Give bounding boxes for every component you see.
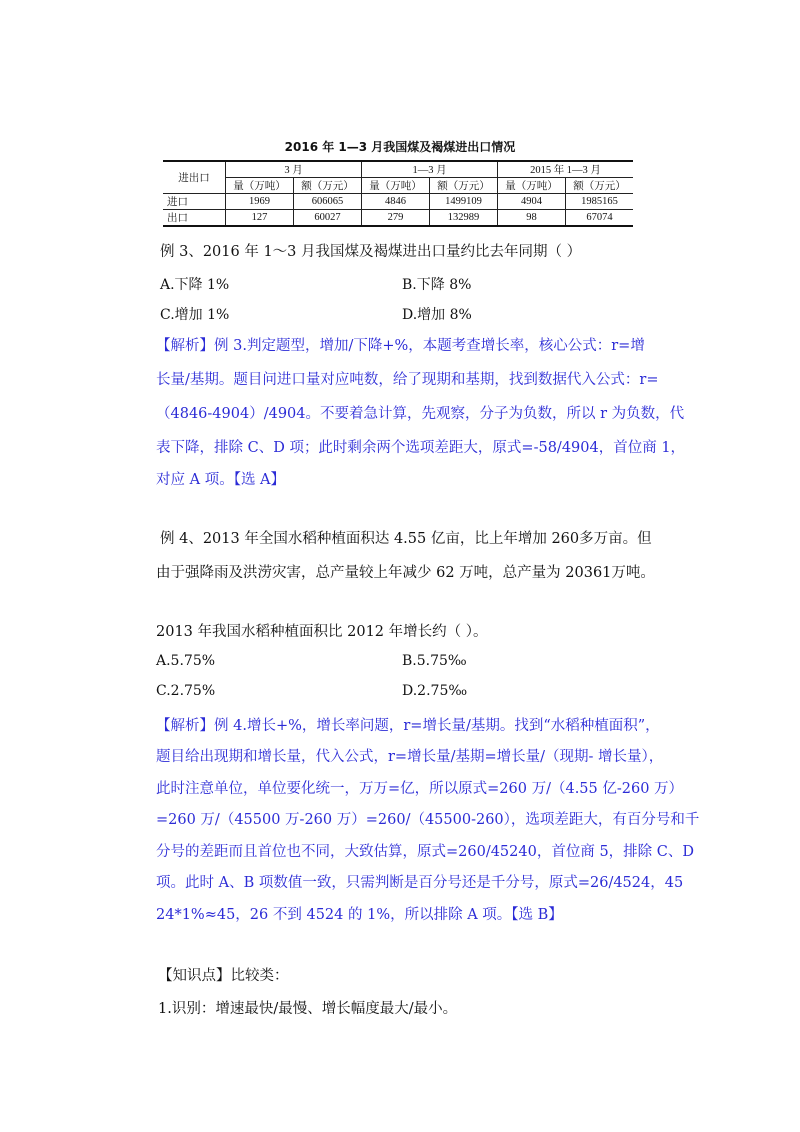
- q3-option-a: A.下降 1%: [160, 277, 230, 293]
- knowledge-item: 1.识别：增速最快/最慢、增长幅度最大/最小。: [158, 1001, 458, 1017]
- table-subheader-row: [163, 178, 633, 194]
- q4-analysis-line: 题目给出现期和增长量，代入公式，r=增长量/基期=增长量/（现期- 增长量），: [156, 749, 664, 765]
- subheader-cell: 量（万吨）: [362, 178, 430, 194]
- coal-import-export-table: [163, 160, 633, 227]
- table-cell: 1969: [226, 194, 294, 210]
- subheader-cell: 量（万吨）: [498, 178, 566, 194]
- q4-analysis-line: 【解析】例 4.增长+%，增长率问题，r=增长量/基期。找到“水稻种植面积”，: [156, 718, 660, 734]
- q4-option-b: B.5.75‰: [402, 653, 467, 669]
- q4-analysis-line: =260 万/（45500 万-260 万）=260/（45500-260），选项差距大，有百分号和千: [156, 812, 700, 828]
- row-label: 进口: [163, 194, 226, 210]
- q3-question: 例 3、2016 年 1～3 月我国煤及褐煤进出口量约比去年同期（ ）: [160, 244, 582, 260]
- table-cell: 132989: [430, 210, 498, 227]
- q4-option-c: C.2.75%: [156, 683, 216, 699]
- table-cell: 67074: [566, 210, 634, 227]
- q3-analysis-line: 对应 A 项。【选 A】: [156, 472, 286, 488]
- header-group-2015: 2015 年 1—3 月: [498, 161, 634, 178]
- table-title: 2016 年 1—3 月我国煤及褐煤进出口情况: [284, 140, 516, 154]
- subheader-cell: 额（万元）: [430, 178, 498, 194]
- subheader-cell: 额（万元）: [566, 178, 634, 194]
- header-group-jan-mar: 1—3 月: [362, 161, 498, 178]
- table-cell: 1985165: [566, 194, 634, 210]
- q4-analysis-line: 项。此时 A、B 项数值一致，只需判断是百分号还是千分号，原式=26/4524，45: [156, 875, 684, 891]
- q4-analysis-line: 此时注意单位，单位要化统一，万万=亿，所以原式=260 万/（4.55 亿-260 万）: [156, 781, 684, 797]
- subheader-cell: 量（万吨）: [226, 178, 294, 194]
- knowledge-heading: 【知识点】比较类：: [158, 968, 289, 984]
- q4-stem-line: 由于强降雨及洪涝灾害，总产量较上年减少 62 万吨，总产量为 20361万吨。: [156, 565, 655, 581]
- q3-option-b: B.下降 8%: [402, 277, 472, 293]
- table-cell: 4846: [362, 194, 430, 210]
- q4-question: 2013 年我国水稻种植面积比 2012 年增长约（ ）。: [156, 624, 488, 640]
- table-cell: 279: [362, 210, 430, 227]
- q4-stem-line: 例 4、2013 年全国水稻种植面积达 4.55 亿亩，比上年增加 260多万亩。但: [160, 531, 652, 547]
- subheader-cell: 额（万元）: [294, 178, 362, 194]
- q3-analysis-line: （4846-4904）/4904。不要着急计算，先观察，分子为负数，所以 r 为负数，代: [156, 406, 685, 422]
- q3-analysis-line: 长量/基期。题目问进口量对应吨数，给了现期和基期，找到数据代入公式：r=: [156, 372, 659, 388]
- q3-option-d: D.增加 8%: [402, 307, 472, 323]
- table-cell: 98: [498, 210, 566, 227]
- q3-analysis-line: 表下降，排除 C、D 项；此时剩余两个选项差距大，原式=-58/4904，首位商 1，: [156, 440, 686, 456]
- table-cell: 4904: [498, 194, 566, 210]
- table-header-row: [163, 161, 633, 178]
- q4-option-a: A.5.75%: [156, 653, 216, 669]
- q4-analysis-line: 分号的差距而且首位也不同，大致估算，原式=260/45240，首位商 5，排除 C、D: [156, 844, 694, 860]
- q4-option-d: D.2.75‰: [402, 683, 468, 699]
- table-cell: 60027: [294, 210, 362, 227]
- q4-analysis-line: 24*1%≈45，26 不到 4524 的 1%，所以排除 A 项。【选 B】: [156, 907, 563, 923]
- header-group-march: 3 月: [226, 161, 362, 178]
- table-cell: 606065: [294, 194, 362, 210]
- row-label: 出口: [163, 210, 226, 227]
- table-cell: 127: [226, 210, 294, 227]
- table-cell: 1499109: [430, 194, 498, 210]
- header-corner-cell: 进出口: [163, 161, 226, 194]
- q3-option-c: C.增加 1%: [160, 307, 230, 323]
- q3-analysis-line: 【解析】例 3.判定题型，增加/下降+%，本题考查增长率，核心公式：r=增: [156, 338, 645, 354]
- table-row: [163, 194, 633, 210]
- table-row: [163, 210, 633, 227]
